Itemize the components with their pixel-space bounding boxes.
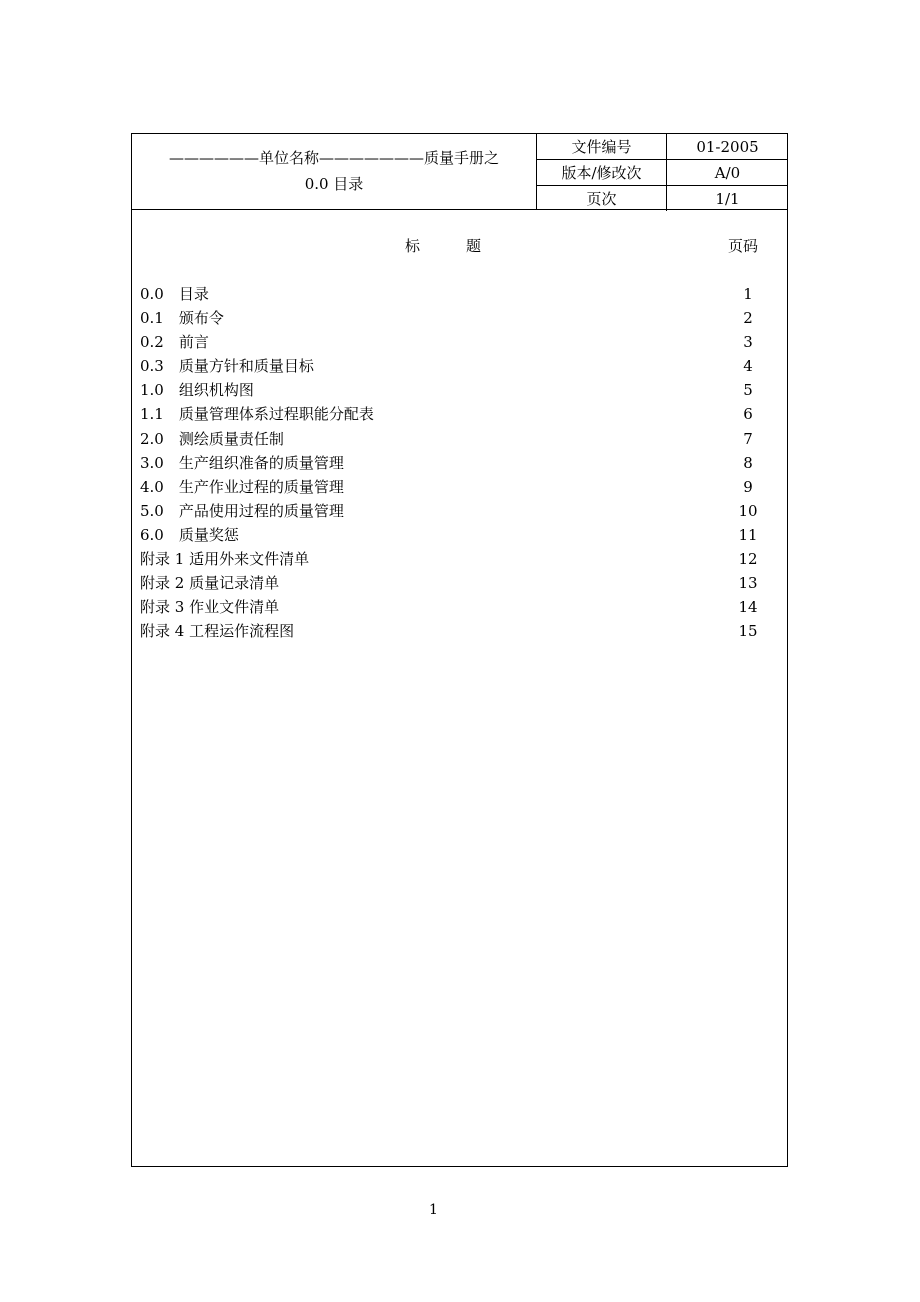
page-number: 1 (429, 1202, 438, 1218)
toc-entry-page: 8 (743, 453, 753, 472)
toc-entry (140, 354, 768, 378)
document-frame (131, 133, 788, 1167)
toc-entry-label: 1.1 质量管理体系过程职能分配表 (140, 405, 374, 424)
toc-entry-page: 15 (738, 622, 758, 641)
document-meta-table (537, 134, 788, 211)
meta-value-file-number: 01-2005 (667, 134, 789, 160)
toc-entry (140, 282, 768, 306)
toc-entry-page: 2 (743, 309, 753, 328)
document-header (132, 134, 787, 210)
toc-entry (140, 378, 768, 402)
toc-entry-label: 0.2 前言 (140, 333, 209, 352)
toc-entry-page: 5 (743, 381, 753, 400)
toc-list (140, 282, 768, 643)
toc-entry (140, 523, 768, 547)
toc-entry (140, 427, 768, 451)
toc-entry-label: 附录 1 适用外来文件清单 (140, 550, 310, 569)
header-title: ——————单位名称———————质量手册之 (168, 149, 499, 167)
toc-entry-label: 6.0 质量奖惩 (140, 525, 239, 544)
toc-entry-label: 1.0 组织机构图 (140, 381, 254, 400)
toc-entry-page: 14 (738, 598, 758, 617)
header-subtitle: 0.0 目录 (304, 175, 364, 193)
meta-label-version: 版本/修改次 (537, 160, 667, 186)
toc-entry-label: 0.0 目录 (140, 285, 209, 303)
toc-entry (140, 330, 768, 354)
toc-entry (140, 451, 768, 475)
toc-entry (140, 547, 768, 571)
toc-entry-page: 13 (738, 574, 758, 593)
toc-column-page: 页码 (728, 237, 759, 255)
meta-row-file-number (537, 134, 788, 160)
toc-entry (140, 499, 768, 523)
meta-label-page: 页次 (537, 186, 667, 212)
toc-entry (140, 402, 768, 426)
toc-entry-page: 11 (738, 525, 758, 544)
toc-entry-page: 10 (738, 501, 758, 520)
toc-entry (140, 475, 768, 499)
toc-entry-label: 0.3 质量方针和质量目标 (140, 357, 314, 376)
meta-row-version (537, 160, 788, 186)
toc-entry-page: 1 (743, 285, 753, 303)
toc-entry-page: 7 (743, 429, 753, 448)
toc-entry-label: 0.1 颁布令 (140, 309, 224, 328)
meta-value-version: A/0 (667, 160, 789, 186)
toc-entry-label: 附录 3 作业文件清单 (140, 598, 280, 617)
toc-entry-label: 2.0 测绘质量责任制 (140, 429, 284, 448)
toc-entry-page: 9 (743, 477, 753, 496)
toc-entry (140, 571, 768, 595)
toc-entry (140, 306, 768, 330)
meta-label-file-number: 文件编号 (537, 134, 667, 160)
meta-value-page: 1/1 (715, 189, 740, 208)
toc-entry-label: 5.0 产品使用过程的质量管理 (140, 501, 344, 520)
toc-entry-page: 12 (738, 550, 758, 569)
header-title-cell (132, 134, 537, 209)
toc-entry-label: 附录 2 质量记录清单 (140, 574, 280, 593)
toc-entry-label: 附录 4 工程运作流程图 (140, 622, 295, 641)
toc-column-title: 标题 (405, 237, 528, 255)
toc-entry-label: 3.0 生产组织准备的质量管理 (140, 453, 344, 472)
toc-entry (140, 619, 768, 643)
meta-row-page (537, 186, 788, 212)
toc-entry-page: 6 (743, 405, 753, 424)
toc-entry-page: 4 (743, 357, 753, 376)
toc-entry (140, 595, 768, 619)
toc-entry-label: 4.0 生产作业过程的质量管理 (140, 477, 344, 496)
toc-entry-page: 3 (743, 333, 753, 352)
